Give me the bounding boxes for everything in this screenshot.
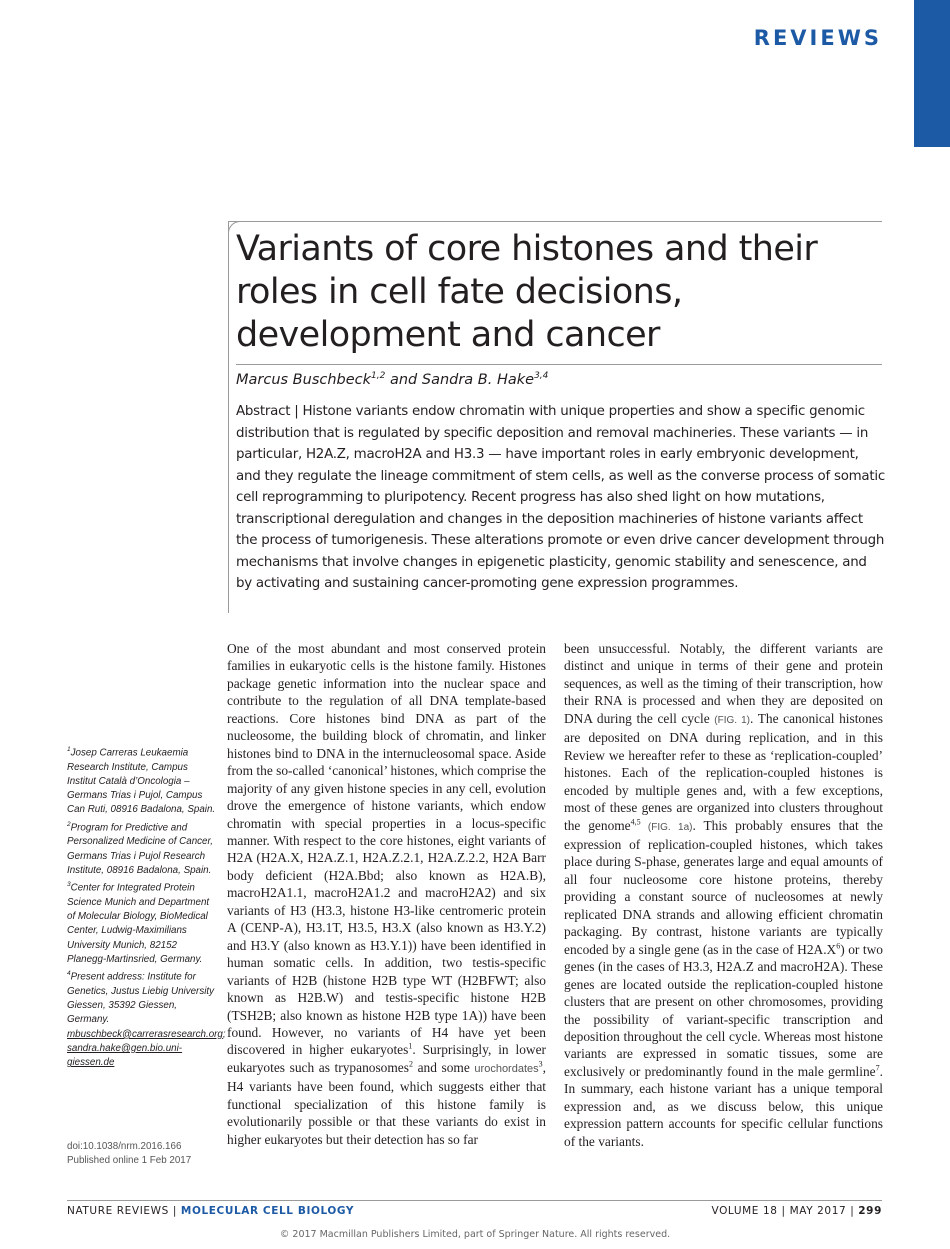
volume: VOLUME 18 <box>711 1205 778 1217</box>
affiliation-item <box>67 967 217 1027</box>
body-text: One of the most abundant and most conserved protein families in eukaryotic cells is the histone family. Histones package genetic information into the nuclear space and contribute to the regulation of all DNA template-based reactions. Core histones bind DNA as part of the nucleosome, the building block of chromatin, and linker histones bind to DNA in the internucleosomal space. Aside from the so-called ‘canonical’ histones, which comprise the majority of any given histone species in any cell, evolution drove the emergence of histone variants, which endow chromatin with special properties in a locus-specific manner. With respect to the core histones, eight variants of H2A (H2A.X, H2A.Z.1, H2A.Z.2.1, H2A.Z.2.2, H2A Barr body deficient (H2A.Bbd; also known as H2A.B), macroH2A1.1, macroH2A1.2 and macroH2A2) and six variants of H3 (H3.3, histone H3-like centromeric protein A (CENP-A), H3.1T, H3.5, H3.X (also known as H3.Y.2) and H3.Y (also known as H3.Y.1)) have been identified in human somatic cells. In addition, two testis-specific variants of H2B (histone H2B type WT (H2BFWT; also known as H2B.W) and testis-specific histone H2B (TSH2B; also known as histone H2B type 1A)) have been found. However, no variants of H4 have yet been discovered in higher eukaryotes <box>227 641 546 1058</box>
abstract: Abstract | Histone variants endow chromatin with unique properties and show a specific genomic distribution that is regulated by specific deposition and removal machineries. These variants — in particular, H2A.Z, macroH2A and H3.3 — have important roles in early embryonic development, and they regulate the lineage commitment of stem cells, as well as the converse process of somatic cell reprogramming to pluripotency. Recent progress has also shed light on how mutations, transcriptional deregulation and changes in the deposition machineries of histone variants affect the process of tumorigenesis. These alterations promote or even drive cancer development through mechanisms that involve changes in epigenetic plasticity, genomic stability and senescence, and by activating and sustaining cancer-promoting gene expression programmes. <box>236 404 885 591</box>
footer-separator: | <box>168 1205 181 1217</box>
contact-emails <box>67 1028 226 1071</box>
affiliation-text: Josep Carreras Leukaemia Research Institute, Campus Institut Català d’Oncologia – Germans Trias i Pujol, Campus Can Ruti, 08916 Badalona, Spain. <box>67 747 216 816</box>
body-text: . In summary, each histone variant has a unique temporal expression and, as we discuss below, this unique expression pattern accounts for specific cellular functions of the variants. <box>564 1063 883 1149</box>
copyright: © 2017 Macmillan Publishers Limited, part of Springer Nature. All rights reserved. <box>279 1229 671 1240</box>
journal-subtitle: MOLECULAR CELL BIOLOGY <box>180 1205 355 1217</box>
footer-separator: | <box>846 1205 859 1217</box>
footer-rule <box>67 1200 882 1201</box>
affiliation-number: 3 <box>67 881 71 889</box>
section-side-tab <box>914 0 950 147</box>
body-text: and some <box>412 1059 475 1075</box>
article-title: Variants of core histones and their roles in cell fate decisions, development and cancer <box>236 229 818 355</box>
citation-ref[interactable]: 2 <box>408 1059 413 1069</box>
citation-ref[interactable]: 1 <box>408 1041 413 1051</box>
body-text: , H4 variants have been found, which suggests either that functional specialization of this histone family is evolutionarily possible or that these variants do exist in higher eukaryotes but their detection has so far <box>227 1059 546 1147</box>
affiliation-text: Present address: Institute for Genetics, Justus Liebig University Giessen, 35392 Giessen, Germany. <box>67 971 215 1026</box>
citation-ref[interactable]: 7 <box>875 1063 880 1073</box>
email-link-2[interactable]: sandra.hake@gen.bio.uni-giessen.de <box>67 1043 183 1069</box>
footer-journal <box>67 1205 354 1217</box>
journal-name: NATURE REVIEWS <box>67 1205 169 1217</box>
affiliation-number: 2 <box>67 820 71 828</box>
author-1: Marcus Buschbeck <box>236 371 372 388</box>
affiliation-item <box>67 878 217 967</box>
author-2-affiliation: 3,4 <box>534 371 549 381</box>
affiliation-number: 4 <box>67 970 71 978</box>
authors <box>236 371 876 388</box>
email-separator: ; <box>222 1028 226 1040</box>
body-column-1 <box>227 640 546 1148</box>
email-link-1[interactable]: mbuschbeck@carrerasresearch.org <box>67 1028 223 1040</box>
affiliation-number: 1 <box>67 746 71 753</box>
body-text: been unsuccessful. Notably, the different variants are distinct and unique in terms of their gene and protein sequences, as well as the timing of their transcription, how their RNA is processed and when they are deposited on DNA during the cell cycle <box>564 641 883 726</box>
body-text: ) or two genes (in the cases of H3.3, H2A.Z and macroH2A). These genes are located outside the replication-coupled histone clusters that are present on other chromosomes, providing the possibility of variant-specific transcription and deposition throughout the cell cycle. Whereas most histone variants are expressed in somatic tissues, some are exclusively or predominantly found in the male germline <box>564 941 883 1079</box>
section-label: REVIEWS <box>753 26 882 50</box>
author-1-affiliation: 1,2 <box>371 371 386 381</box>
citation-ref[interactable]: 4,5 <box>630 817 641 827</box>
figure-ref-link[interactable]: (FIG. 1) <box>714 714 750 726</box>
affiliation-text: Center for Integrated Protein Science Munich and Department of Molecular Biology, BioMedical Center, Ludwig-Maximilians University Munich, 82152 Planegg-Martinsried, Germany. <box>67 882 210 965</box>
issue-date: MAY 2017 <box>789 1205 847 1217</box>
body-text: . Surprisingly, in lower eukaryotes such as trypanosomes <box>227 1042 546 1075</box>
body-column-2 <box>564 640 883 1150</box>
doi-link[interactable]: doi:10.1038/nrm.2016.166 <box>67 1141 182 1152</box>
body-text: . This probably ensures that the expression of replication-coupled histones, which takes place during S-phase, generates large and equal amounts of all four nucleosome core histone proteins, thereby providing a constant source of nucleosomes at newly replicated DNA strands and allowing efficient chromatin packaging. By contrast, histone variants are typically encoded by a single gene (as in the case of H2A.X <box>564 817 883 957</box>
affiliations <box>67 743 226 1071</box>
glossary-term-link[interactable]: urochordates <box>474 1062 539 1075</box>
footer-issue <box>711 1205 882 1217</box>
page-number: 299 <box>858 1205 882 1217</box>
citation-ref[interactable]: 6 <box>836 941 841 951</box>
title-bracket-line <box>228 221 229 613</box>
affiliation-item <box>67 743 217 818</box>
body-text: . The canonical histones are deposited on DNA during replication, and in this Review we hereafter refer to these as ‘replication-coupled’ histones. Each of the replication-coupled histones is encoded by multiple genes and, with a few exceptions, most of these genes are organized into clusters throughout the genome <box>564 710 883 833</box>
author-and: and <box>385 371 422 388</box>
figure-ref-link[interactable]: (FIG. 1a) <box>640 821 693 833</box>
title-separator <box>236 364 882 365</box>
author-2: Sandra B. Hake <box>421 371 535 388</box>
doi-block <box>67 1140 227 1167</box>
affiliation-text: Program for Predictive and Personalized Medicine of Cancer, Germans Trias i Pujol Research Institute, 08916 Badalona, Spain. <box>67 822 213 876</box>
citation-ref[interactable]: 3 <box>538 1059 543 1069</box>
title-top-rule <box>228 221 882 222</box>
affiliation-item <box>67 818 217 878</box>
footer-separator: | <box>777 1205 790 1217</box>
published-date: Published online 1 Feb 2017 <box>67 1154 192 1166</box>
